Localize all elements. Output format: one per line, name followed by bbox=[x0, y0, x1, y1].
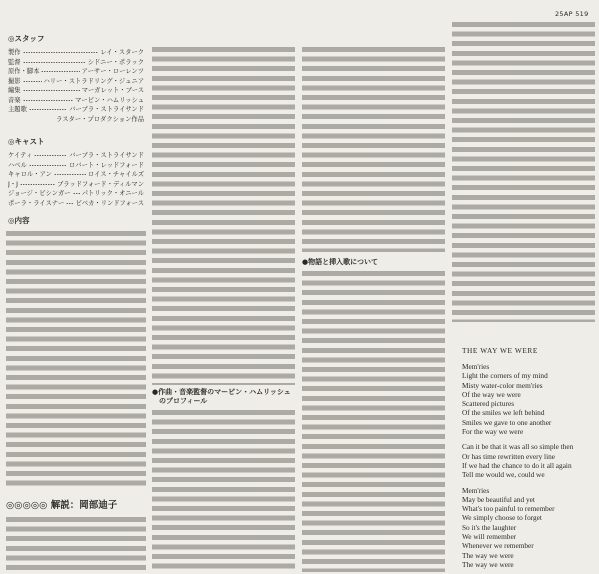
cast-credit-row bbox=[8, 189, 144, 199]
actor-name: ロイス・チャイルズ bbox=[87, 171, 144, 178]
lyric-line: We will remember bbox=[462, 532, 517, 542]
commentary-heading: ◎◎◎◎◎ 解説：岡部迪子 bbox=[6, 500, 118, 511]
credit-name: ハリー・ストラドリング・ジュニア bbox=[43, 77, 144, 85]
dotted-leader bbox=[41, 71, 79, 72]
lyric-line: Light the corners of my mind bbox=[462, 371, 548, 381]
lyric-line: If we had the chance to do it all again bbox=[462, 460, 572, 470]
credit-role: 音楽 bbox=[8, 96, 21, 104]
credit-name: マーガレット・ブース bbox=[81, 87, 144, 94]
dotted-leader bbox=[54, 174, 86, 175]
lyric-line: Whenever we remember bbox=[462, 541, 534, 551]
actor-name: ブラッドフォード・ディルマン bbox=[56, 180, 144, 188]
cast-credits bbox=[8, 151, 144, 208]
commentary-body-text bbox=[152, 47, 295, 385]
lyric-line: Scattered pictures bbox=[462, 399, 515, 409]
lyrics-stanza bbox=[462, 442, 594, 479]
credit-name: レイ・スターク bbox=[100, 49, 144, 56]
lyric-line: The way we were bbox=[462, 550, 514, 560]
staff-credit-row bbox=[8, 67, 144, 77]
dotted-leader bbox=[34, 155, 67, 156]
staff-credit-row bbox=[8, 77, 144, 87]
character-name: キャロル・アン bbox=[8, 171, 52, 178]
staff-credit-row bbox=[8, 86, 144, 96]
character-name: ケイティ bbox=[8, 152, 33, 159]
hamlisch-profile-heading bbox=[152, 388, 291, 406]
credit-role: 撮影 bbox=[8, 77, 21, 85]
staff-heading: ◎スタッフ bbox=[8, 34, 45, 43]
lyrics-stanza bbox=[462, 486, 594, 570]
cast-heading: ◎キャスト bbox=[8, 137, 45, 146]
cast-credit-row bbox=[8, 180, 144, 190]
staff-credit-row bbox=[8, 58, 144, 68]
dotted-leader bbox=[23, 62, 86, 63]
actor-name: ロバート・レッドフォード bbox=[69, 161, 144, 169]
lyric-line: Tell me would we, could we bbox=[462, 470, 545, 480]
staff-credits bbox=[8, 48, 144, 124]
cast-credit-row bbox=[8, 170, 144, 180]
lyric-line: Misty water-color mem'ries bbox=[462, 380, 543, 390]
credit-role: 製作 bbox=[8, 49, 21, 56]
dotted-leader bbox=[29, 165, 67, 166]
credit-name: アーサー・ローレンツ bbox=[81, 68, 144, 75]
credit-role: 原作・脚本 bbox=[8, 68, 40, 75]
production-company: ラスター・プロダクション作品 bbox=[56, 115, 144, 123]
synopsis-heading: ◎内容 bbox=[8, 216, 30, 225]
character-name: ポーラ・ライスナー bbox=[8, 199, 65, 207]
dotted-leader bbox=[23, 90, 80, 91]
cast-credit-row bbox=[8, 151, 144, 161]
heading-line: のプロフィール bbox=[159, 397, 208, 405]
staff-credit-row bbox=[8, 96, 144, 106]
actor-name: ビベカ・リンドフォース bbox=[75, 199, 144, 207]
lyrics-title: THE WAY WE WERE bbox=[462, 346, 538, 355]
character-name: ハベル bbox=[8, 161, 27, 169]
dotted-leader bbox=[66, 203, 73, 204]
lyric-line: For the way we were bbox=[462, 427, 524, 437]
lyric-line: Smiles we gave to one another bbox=[462, 417, 552, 427]
lyric-line: The way we were bbox=[462, 559, 514, 569]
staff-credit-row bbox=[8, 48, 144, 58]
credit-name: マービン・ハムリッシュ bbox=[75, 96, 144, 104]
lyrics-block bbox=[462, 346, 594, 569]
lyric-line: Mem'ries bbox=[462, 485, 490, 495]
profile-body-text bbox=[152, 410, 295, 572]
dotted-leader bbox=[23, 81, 42, 82]
story-heading: ●物語と挿入歌について bbox=[302, 258, 378, 266]
lyric-line: Of the way we were bbox=[462, 389, 521, 399]
lyric-line: Or has time rewritten every line bbox=[462, 451, 555, 461]
credit-role: 主題歌 bbox=[8, 106, 27, 113]
credit-role: 監督 bbox=[8, 58, 21, 66]
lyrics-stanza bbox=[462, 362, 594, 436]
commentary-body-text bbox=[6, 517, 146, 572]
synopsis-body-text bbox=[6, 231, 146, 489]
character-name: ジョージ・ビシンガー bbox=[8, 190, 71, 197]
lyric-line: So it's the laughter bbox=[462, 522, 517, 532]
character-name: J・J bbox=[8, 180, 19, 188]
lyric-line: What's too painful to remember bbox=[462, 504, 555, 514]
cast-credit-row bbox=[8, 199, 144, 209]
lyric-line: Can it be that it was all so simple then bbox=[462, 442, 574, 452]
story-body-text bbox=[302, 271, 445, 572]
lyric-line: Mem'ries bbox=[462, 362, 490, 371]
credit-role: 編集 bbox=[8, 87, 21, 94]
heading-line: ●作曲・音楽監督のマービン・ハムリッシュ bbox=[152, 388, 291, 396]
lyric-line: We simply choose to forget bbox=[462, 513, 542, 523]
actor-name: バーブラ・ストライサンド bbox=[69, 152, 144, 159]
dotted-leader bbox=[73, 193, 80, 194]
profile-body-text bbox=[302, 47, 445, 252]
credit-name: バーブラ・ストライサンド bbox=[69, 106, 144, 113]
dotted-leader bbox=[23, 100, 74, 101]
staff-credit-row bbox=[8, 105, 144, 115]
credit-name: シドニー・ポラック bbox=[87, 58, 144, 66]
lyric-line: Of the smiles we left behind bbox=[462, 408, 545, 418]
dotted-leader bbox=[20, 184, 55, 185]
cast-credit-row bbox=[8, 161, 144, 171]
actor-name: パトリック・オニール bbox=[81, 190, 144, 197]
catalog-number: 25AP 519 bbox=[555, 10, 589, 18]
lyric-line: May be beautiful and yet bbox=[462, 494, 535, 504]
dotted-leader bbox=[29, 109, 67, 110]
story-body-text bbox=[452, 22, 595, 322]
dotted-leader bbox=[23, 52, 99, 53]
